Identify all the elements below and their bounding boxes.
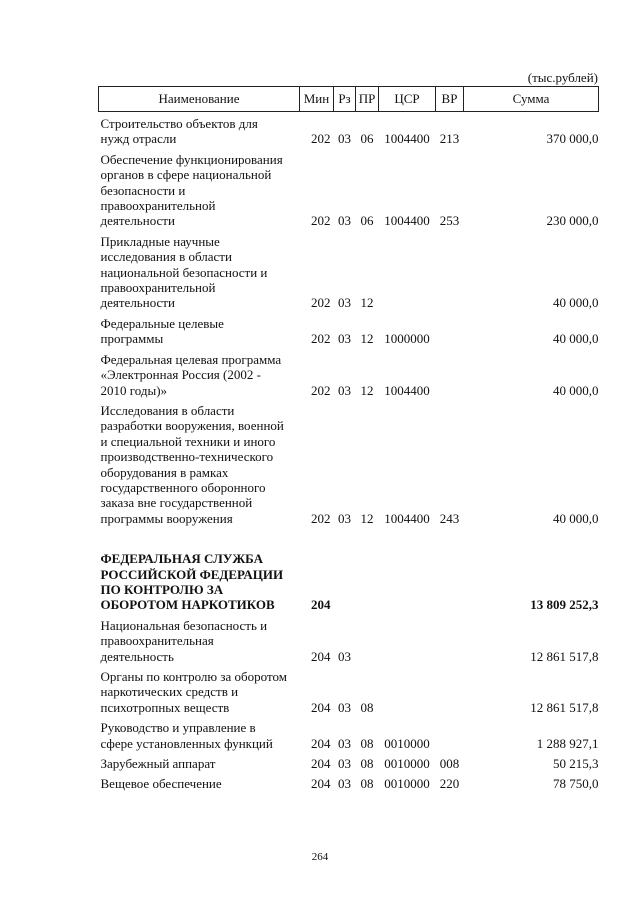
cell-min: 204 (311, 699, 331, 715)
cell-csr: 1004400 (384, 131, 430, 147)
cell-pr: 12 (360, 382, 374, 398)
header-csr: ЦСР (379, 87, 436, 112)
row-name-line: разработки вооружения, военной (100, 418, 284, 434)
row-name-line: Исследования в области (100, 402, 235, 418)
header-name: Наименование (99, 87, 300, 112)
row-name (99, 398, 300, 526)
row-name-line: программы (100, 331, 164, 347)
cell-csr (379, 613, 436, 664)
cell-min: 204 (311, 735, 331, 751)
cell-rz: 03 (338, 648, 351, 664)
cell-sum: 40 000,0 (553, 510, 599, 526)
cell-sum: 40 000,0 (553, 295, 599, 311)
row-name (99, 664, 300, 715)
row-name-line: Вещевое обеспечение (100, 776, 222, 792)
cell-csr (379, 546, 436, 613)
header-rz: Рз (334, 87, 356, 112)
table-row (99, 112, 599, 147)
table-header (99, 87, 599, 112)
cell-min: 204 (311, 776, 331, 792)
cell-rz: 03 (338, 776, 351, 792)
row-name (99, 771, 300, 791)
row-name-line: РОССИЙСКОЙ ФЕДЕРАЦИИ (100, 566, 284, 582)
row-name-line: оборудования в рамках (100, 464, 229, 480)
row-name-line: 2010 годы)» (100, 382, 168, 398)
cell-min: 202 (311, 331, 331, 347)
row-name (99, 229, 300, 311)
cell-rz: 03 (338, 735, 351, 751)
cell-csr: 0010000 (384, 735, 430, 751)
cell-csr (379, 664, 436, 715)
page-number: 264 (311, 851, 329, 863)
row-name (99, 347, 300, 398)
table-row (99, 771, 599, 791)
spacer-row (99, 526, 599, 546)
row-name-line: психотропных веществ (100, 699, 230, 715)
cell-min: 204 (311, 756, 331, 772)
row-name-line: наркотических средств и (100, 684, 239, 700)
cell-min: 202 (311, 382, 331, 398)
section-row (99, 546, 599, 613)
row-name-line: Федеральные целевые (100, 315, 224, 331)
cell-rz: 03 (338, 213, 351, 229)
cell-sum: 78 750,0 (553, 776, 599, 792)
cell-min: 204 (311, 597, 331, 613)
row-name-line: государственного оборонного (100, 479, 266, 495)
table-row (99, 751, 599, 771)
cell-pr: 08 (360, 735, 374, 751)
cell-sum: 13 809 252,3 (530, 597, 599, 613)
cell-pr: 08 (360, 776, 374, 792)
header-sum: Сумма (464, 87, 599, 112)
row-name (99, 613, 300, 664)
table-row (99, 398, 599, 526)
cell-vr: 253 (439, 213, 460, 229)
cell-csr: 1004400 (384, 213, 430, 229)
cell-rz: 03 (338, 331, 351, 347)
table-row (99, 613, 599, 664)
cell-pr: 06 (360, 131, 374, 147)
cell-sum: 40 000,0 (553, 331, 599, 347)
table-row (99, 347, 599, 398)
table-row (99, 715, 599, 751)
row-name-line: «Электронная Россия (2002 - (100, 367, 261, 383)
cell-pr: 12 (360, 510, 374, 526)
cell-pr: 08 (360, 756, 374, 772)
cell-min: 202 (311, 131, 331, 147)
cell-vr: 008 (439, 756, 460, 772)
row-name-line: Обеспечение функционирования (100, 151, 283, 167)
header-pr: ПР (356, 87, 379, 112)
row-name-line: Руководство и управление в (100, 720, 256, 736)
row-name-line: правоохранительной (100, 280, 216, 296)
cell-min: 202 (311, 295, 331, 311)
cell-vr (436, 546, 464, 613)
cell-vr (436, 229, 464, 311)
row-name-line: национальной безопасности и (100, 264, 268, 280)
cell-rz: 03 (338, 295, 351, 311)
row-name-line: производственно-технического (100, 449, 274, 465)
row-name-line: правоохранительная (100, 633, 214, 649)
cell-pr (356, 546, 379, 613)
cell-pr: 12 (360, 295, 374, 311)
table-body (99, 112, 599, 792)
table-row (99, 664, 599, 715)
row-name-line: заказа вне государственной (100, 495, 253, 511)
cell-rz: 03 (338, 756, 351, 772)
row-name (99, 751, 300, 771)
cell-pr: 08 (360, 699, 374, 715)
cell-sum: 230 000,0 (546, 213, 599, 229)
row-name-line: сфере установленных функций (100, 735, 273, 751)
row-name (99, 546, 300, 613)
cell-pr: 12 (360, 331, 374, 347)
row-name-line: Национальная безопасность и (100, 617, 268, 633)
cell-csr: 1004400 (384, 382, 430, 398)
cell-vr (436, 715, 464, 751)
cell-csr: 1004400 (384, 510, 430, 526)
cell-pr: 06 (360, 213, 374, 229)
unit-note: (тыс.рублей) (527, 70, 598, 85)
cell-vr (436, 664, 464, 715)
row-name (99, 311, 300, 347)
row-name (99, 147, 300, 229)
cell-csr: 0010000 (384, 776, 430, 792)
row-name-line: ОБОРОТОМ НАРКОТИКОВ (100, 597, 275, 613)
row-name-line: Зарубежный аппарат (100, 756, 216, 772)
cell-rz: 03 (338, 131, 351, 147)
row-name-line: Прикладные научные (100, 233, 220, 249)
row-name-line: программы вооружения (100, 510, 233, 526)
header-min: Мин (300, 87, 334, 112)
cell-sum: 370 000,0 (546, 131, 599, 147)
cell-sum: 1 288 927,1 (536, 735, 599, 751)
cell-rz: 03 (338, 510, 351, 526)
cell-csr: 0010000 (384, 756, 430, 772)
row-name-line: деятельности (100, 213, 175, 229)
row-name-line: деятельность (100, 648, 174, 664)
cell-min: 202 (311, 510, 331, 526)
cell-csr (379, 229, 436, 311)
row-name-line: ФЕДЕРАЛЬНАЯ СЛУЖБА (100, 551, 263, 567)
cell-min: 204 (311, 648, 331, 664)
cell-rz: 03 (338, 382, 351, 398)
cell-vr: 220 (439, 776, 460, 792)
row-name-line: ПО КОНТРОЛЮ ЗА (100, 581, 224, 597)
table-row (99, 311, 599, 347)
budget-table (98, 86, 599, 792)
cell-min: 202 (311, 213, 331, 229)
cell-pr (356, 613, 379, 664)
cell-vr: 213 (439, 131, 460, 147)
row-name-line: органов в сфере национальной (100, 167, 272, 183)
table-row (99, 229, 599, 311)
cell-rz (334, 546, 356, 613)
cell-vr (436, 613, 464, 664)
row-name-line: Строительство объектов для (100, 116, 258, 131)
row-name-line: нужд отрасли (100, 131, 177, 147)
row-name-line: деятельности (100, 295, 175, 311)
spacer-cell (99, 526, 599, 546)
row-name-line: исследования в области (100, 249, 232, 265)
cell-sum: 12 861 517,8 (530, 699, 599, 715)
row-name-line: Федеральная целевая программа (100, 351, 282, 367)
cell-sum: 40 000,0 (553, 382, 599, 398)
table-row (99, 147, 599, 229)
cell-vr (436, 311, 464, 347)
row-name-line: правоохранительной (100, 198, 216, 214)
cell-csr: 1000000 (384, 331, 430, 347)
row-name-line: безопасности и (100, 182, 186, 198)
cell-vr (436, 347, 464, 398)
row-name (99, 112, 300, 147)
cell-vr: 243 (439, 510, 460, 526)
row-name-line: Органы по контролю за оборотом (100, 669, 287, 684)
header-vr: ВР (436, 87, 464, 112)
cell-sum: 50 215,3 (553, 756, 599, 772)
row-name (99, 715, 300, 751)
cell-sum: 12 861 517,8 (530, 648, 599, 664)
cell-rz: 03 (338, 699, 351, 715)
row-name-line: и специальной техники и иного (100, 433, 276, 449)
